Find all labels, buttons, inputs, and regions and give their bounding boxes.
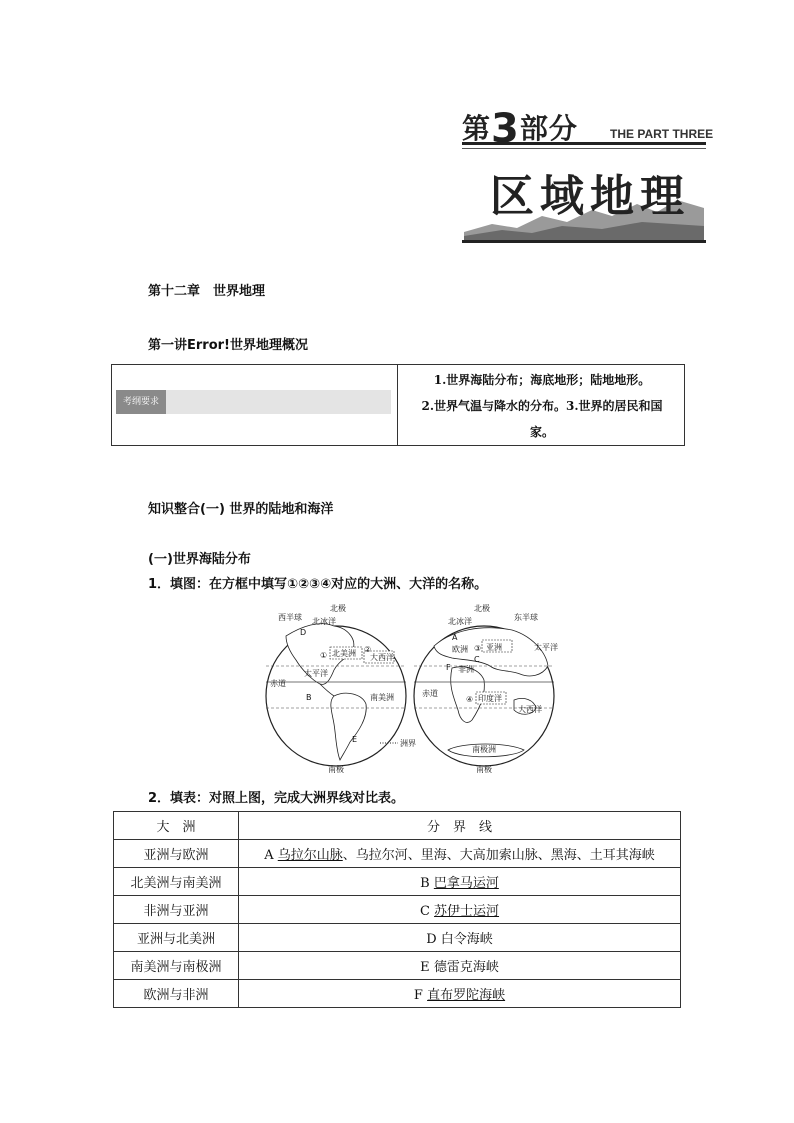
boundary-table bbox=[113, 811, 681, 1008]
boundary-letter: F bbox=[413, 988, 423, 1003]
marker-a: A bbox=[452, 633, 458, 642]
boundary-cell bbox=[239, 980, 681, 1008]
syllabus-line: 家。 bbox=[529, 425, 554, 439]
boundary-cell bbox=[239, 868, 681, 896]
continent-pair: 非洲与亚洲 bbox=[114, 896, 239, 924]
atlantic-box-label: 大西洋 bbox=[370, 653, 394, 662]
boundary-letter: C bbox=[419, 904, 430, 919]
table-row bbox=[114, 980, 681, 1008]
boundary-letter: D bbox=[426, 932, 437, 947]
boundary-cell bbox=[239, 840, 681, 868]
pacific-west-label: 太平洋 bbox=[304, 669, 328, 678]
chapter-title: 第十二章 世界地理 bbox=[148, 284, 266, 299]
pacific-east-label: 太平洋 bbox=[534, 643, 558, 652]
marker-b: B bbox=[306, 693, 312, 702]
continent-pair: 亚洲与北美洲 bbox=[114, 924, 239, 952]
equator-east-label: 赤道 bbox=[422, 689, 438, 698]
marker-e: E bbox=[352, 735, 358, 744]
world-map bbox=[262, 600, 558, 776]
east-hemisphere-label: 东半球 bbox=[514, 613, 538, 622]
syllabus-tag-bar bbox=[116, 390, 391, 414]
north-america-label: 北美洲 bbox=[332, 649, 356, 658]
table-row bbox=[114, 952, 681, 980]
syllabus-line: 2.世界气温与降水的分布。3.世界的居民和国 bbox=[421, 399, 663, 413]
lecture-title: 第一讲Error!世界地理概况 bbox=[148, 338, 308, 353]
table-row bbox=[114, 896, 681, 924]
table-header-continent: 大 洲 bbox=[114, 812, 239, 840]
arctic-east-label: 北冰洋 bbox=[448, 617, 472, 626]
indian-ocean-label: 印度洋 bbox=[478, 694, 502, 703]
table-row bbox=[114, 868, 681, 896]
circle-2-west: ② bbox=[364, 645, 372, 654]
boundary-answer: 巴拿马运河 bbox=[433, 876, 499, 891]
continent-pair: 欧洲与非洲 bbox=[114, 980, 239, 1008]
syllabus-line: 1.世界海陆分布；海底地形；陆地地形。 bbox=[433, 373, 651, 387]
antarctica-label: 南极洲 bbox=[472, 745, 496, 754]
south-pole-east-label: 南极 bbox=[476, 765, 492, 774]
section-title: 区域地理 bbox=[490, 171, 690, 222]
atlantic-east-label: 大西洋 bbox=[518, 705, 542, 714]
boundary-answer: 直布罗陀海峡 bbox=[427, 988, 506, 1003]
boundary-cell bbox=[239, 924, 681, 952]
subsection-title: (一)世界海陆分布 bbox=[148, 552, 251, 567]
continent-pair: 北美洲与南美洲 bbox=[114, 868, 239, 896]
table-header-row bbox=[114, 812, 681, 840]
europe-label: 欧洲 bbox=[452, 645, 468, 654]
part-number: 3 bbox=[491, 106, 520, 152]
part-suffix: 部分 bbox=[519, 112, 578, 145]
africa-label: 非洲 bbox=[458, 665, 474, 674]
syllabus-label-cell bbox=[112, 365, 398, 445]
marker-c: C bbox=[474, 655, 480, 664]
part-prefix: 第 bbox=[462, 112, 492, 145]
boundary-rest: 、乌拉尔河、里海、大高加索山脉、黑海、土耳其海峡 bbox=[342, 848, 655, 863]
boundary-cell bbox=[239, 952, 681, 980]
boundary-letter: E bbox=[420, 960, 430, 975]
arctic-west-label: 北冰洋 bbox=[312, 617, 336, 626]
north-pole-west-label: 北极 bbox=[330, 604, 346, 613]
boundary-answer: 苏伊士运河 bbox=[434, 904, 500, 919]
boundary-cell bbox=[239, 896, 681, 924]
continent-pair: 亚洲与欧洲 bbox=[114, 840, 239, 868]
syllabus-tag: 考纲要求 bbox=[116, 390, 166, 414]
south-america-label: 南美洲 bbox=[370, 693, 394, 702]
circle-3: ③ bbox=[474, 644, 482, 653]
table-row bbox=[114, 924, 681, 952]
question-2: 2．填表：对照上图，完成大洲界线对比表。 bbox=[148, 791, 405, 806]
knowledge-title: 知识整合(一) 世界的陆地和海洋 bbox=[148, 502, 334, 517]
boundary-letter: A bbox=[264, 848, 274, 863]
asia-label: 亚洲 bbox=[486, 643, 502, 652]
part-number-heading bbox=[462, 106, 578, 152]
north-pole-east-label: 北极 bbox=[474, 604, 490, 613]
boundary-answer: 乌拉尔山脉 bbox=[277, 848, 343, 863]
question-1: 1．填图：在方框中填写①②③④对应的大洲、大洋的名称。 bbox=[148, 577, 488, 592]
part-english-label: THE PART THREE bbox=[610, 127, 714, 141]
circle-1: ① bbox=[320, 651, 328, 660]
boundary-legend-label: 洲界 bbox=[400, 739, 416, 748]
syllabus-table bbox=[111, 364, 685, 446]
boundary-answer: 白令海峡 bbox=[440, 932, 493, 947]
table-header-boundary: 分 界 线 bbox=[239, 812, 681, 840]
circle-4: ④ bbox=[466, 695, 474, 704]
syllabus-content bbox=[402, 367, 682, 445]
boundary-letter: B bbox=[420, 876, 430, 891]
south-pole-west-label: 南极 bbox=[328, 765, 344, 774]
marker-f: F bbox=[446, 663, 451, 672]
west-hemisphere-label: 西半球 bbox=[278, 613, 302, 622]
equator-west-label: 赤道 bbox=[270, 679, 286, 688]
boundary-answer: 德雷克海峡 bbox=[433, 960, 499, 975]
table-row bbox=[114, 840, 681, 868]
continent-pair: 南美洲与南极洲 bbox=[114, 952, 239, 980]
marker-d: D bbox=[300, 628, 307, 637]
